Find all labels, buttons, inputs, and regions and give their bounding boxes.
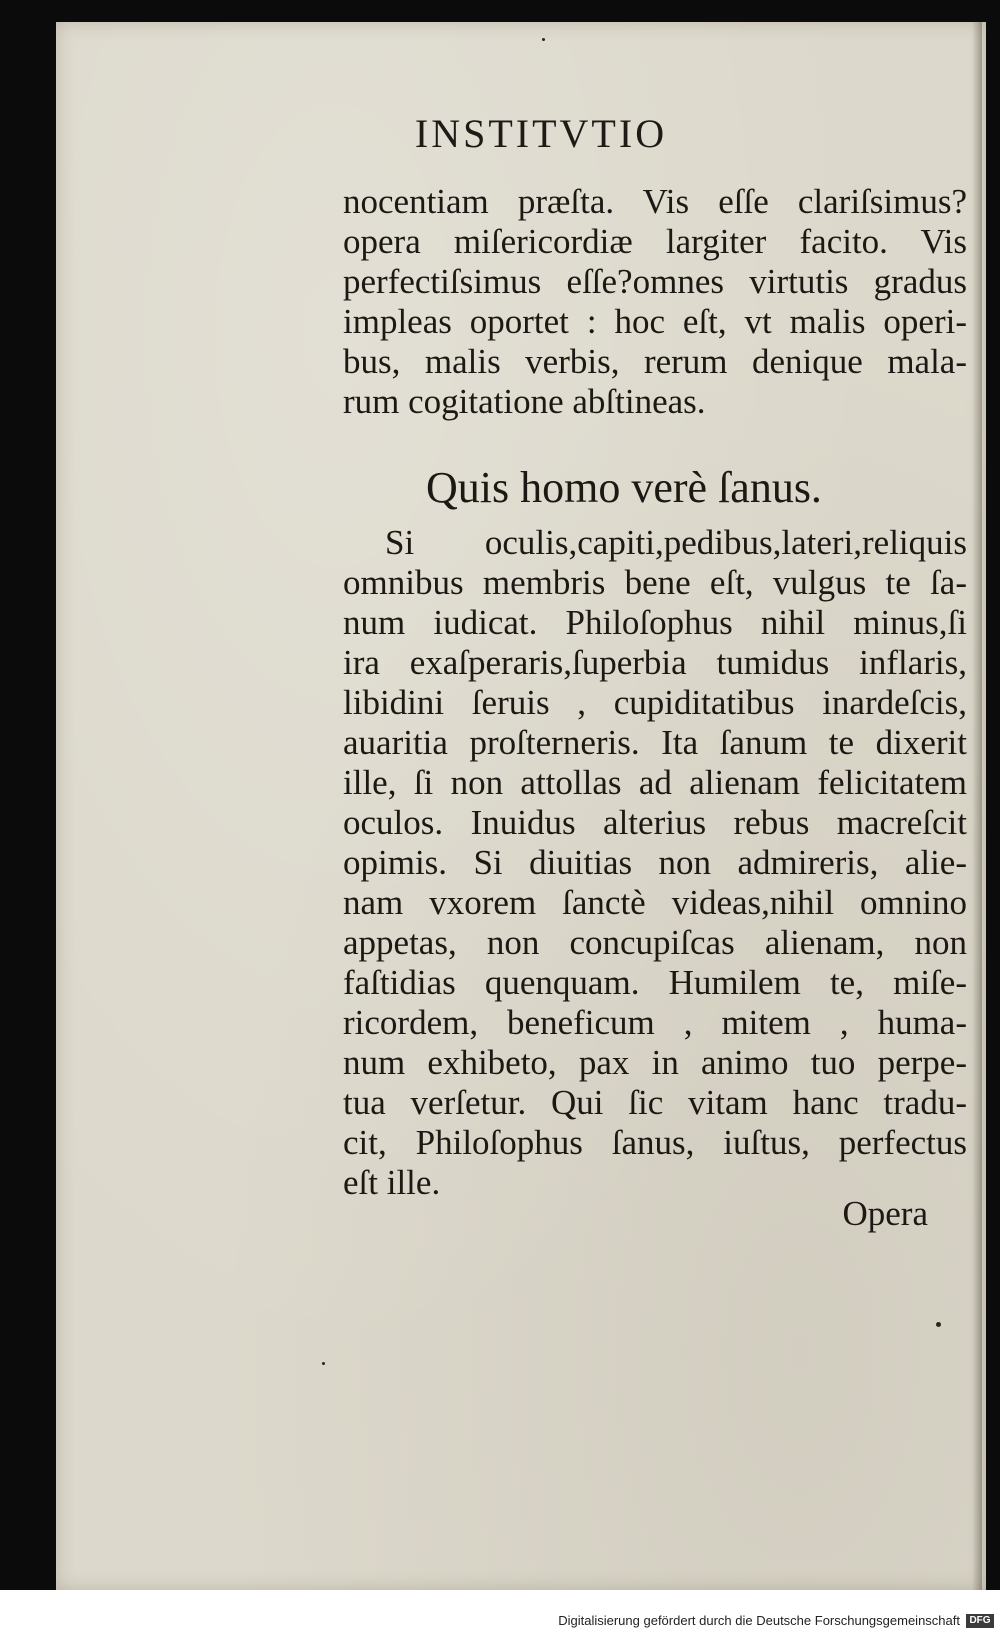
ink-speck bbox=[322, 1362, 325, 1365]
ink-speck bbox=[542, 38, 545, 41]
text-line: ira exaſperaris,ſuperbia tumidus inflaris, bbox=[343, 643, 967, 682]
text-line: cit, Philoſophus ſanus, iuſtus, perfectus bbox=[343, 1123, 967, 1162]
catchword: Opera bbox=[842, 1194, 928, 1233]
text-line: nam vxorem ſanctè videas,nihil omnino bbox=[343, 883, 967, 922]
text-line: Si oculis,capiti,pedibus,lateri,reliquis bbox=[385, 523, 967, 562]
text-line: tua verſetur. Qui ſic vitam hanc tradu- bbox=[343, 1083, 967, 1122]
text-line: opera miſericordiæ largiter facito. Vis bbox=[343, 222, 967, 261]
text-line: auaritia proſterneris. Ita ſanum te dixerit bbox=[343, 723, 967, 762]
text-line: num exhibeto, pax in animo tuo perpe- bbox=[343, 1043, 967, 1082]
text-line: impleas oportet : hoc eſt, vt malis operi- bbox=[343, 302, 967, 341]
text-line: omnibus membris bene eſt, vulgus te ſa- bbox=[343, 563, 967, 602]
ink-speck bbox=[936, 1322, 941, 1327]
text-line: nocentiam præſta. Vis eſſe clariſsimus? bbox=[343, 182, 967, 221]
text-line: ille, ſi non attollas ad alienam felicitatem bbox=[343, 763, 967, 802]
book-page bbox=[56, 22, 986, 1590]
text-line: libidini ſeruis , cupiditatibus inardeſcis, bbox=[343, 683, 967, 722]
paragraph-1 bbox=[343, 182, 967, 422]
text-line: appetas, non concupiſcas alienam, non bbox=[343, 923, 967, 962]
text-line: perfectiſsimus eſſe?omnes virtutis gradus bbox=[343, 262, 967, 301]
text-line: ricordem, beneficum , mitem , huma- bbox=[343, 1003, 967, 1042]
page-edge-shadow bbox=[972, 22, 982, 1590]
text-line: faſtidias quenquam. Humilem te, miſe- bbox=[343, 963, 967, 1002]
section-heading: Quis homo verè ſanus. bbox=[426, 463, 822, 512]
text-line: opimis. Si diuitias non admireris, alie- bbox=[343, 843, 967, 882]
paragraph-2 bbox=[343, 523, 967, 1203]
running-head: INSTITVTIO bbox=[414, 111, 668, 156]
text-line: num iudicat. Philoſophus nihil minus,ſi bbox=[343, 603, 967, 642]
text-line: bus, malis verbis, rerum denique mala- bbox=[343, 342, 967, 381]
dfg-logo-icon: DFG bbox=[966, 1614, 994, 1628]
text-line: oculos. Inuidus alterius rebus macreſcit bbox=[343, 803, 967, 842]
footer-bar bbox=[0, 1590, 1000, 1632]
text-line: rum cogitatione abſtineas. bbox=[343, 382, 706, 421]
text-line: eſt ille. bbox=[343, 1163, 441, 1202]
footer-credit: Digitalisierung gefördert durch die Deutsche Forschungsgemeinschaft bbox=[558, 1613, 960, 1628]
